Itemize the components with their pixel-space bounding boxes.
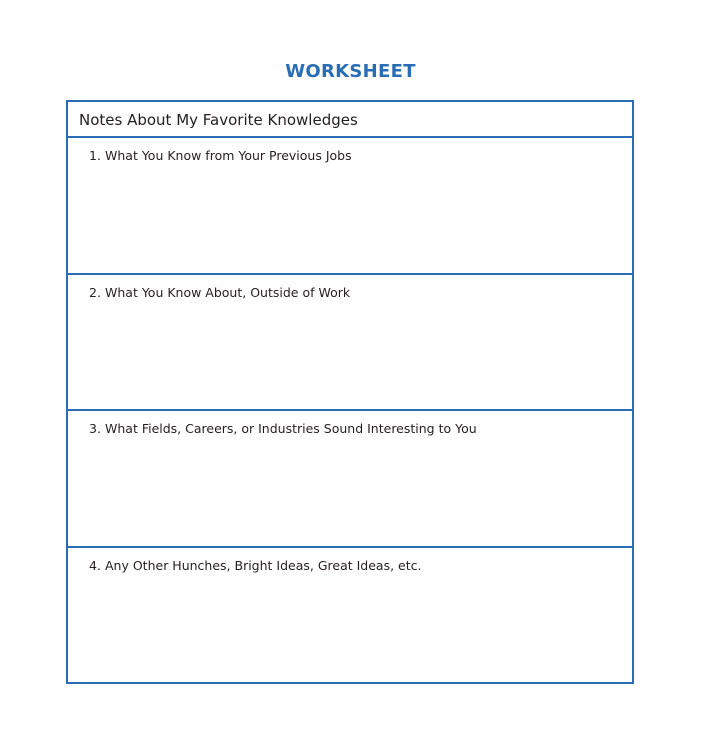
worksheet-table <box>66 100 634 684</box>
notes-section-interesting-fields[interactable] <box>68 411 632 548</box>
section-label: What You Know from Your Previous Jobs <box>105 148 352 163</box>
section-label: What You Know About, Outside of Work <box>105 284 351 300</box>
table-header: Notes About My Favorite Knowledges <box>68 102 632 138</box>
section-number: 3. <box>89 421 101 436</box>
worksheet-title: WORKSHEET <box>285 61 416 82</box>
section-number: 1. <box>89 148 101 163</box>
section-number: 2. <box>89 284 101 300</box>
notes-section-outside-work[interactable] <box>68 275 632 412</box>
section-label: Any Other Hunches, Bright Ideas, Great Ideas, etc. <box>105 557 422 573</box>
section-number: 4. <box>89 557 101 573</box>
notes-section-previous-jobs[interactable] <box>68 138 632 275</box>
section-label: What Fields, Careers, or Industries Sound Interesting to You <box>105 421 477 436</box>
notes-section-other-ideas[interactable] <box>68 548 632 685</box>
